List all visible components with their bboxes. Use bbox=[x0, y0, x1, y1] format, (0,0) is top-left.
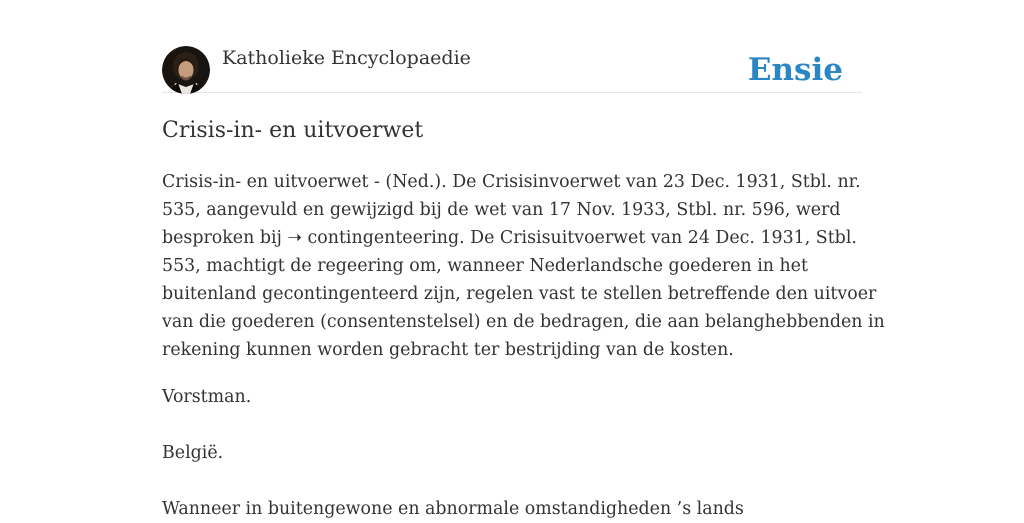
continued-paragraph-line: Wanneer in buitengewone en abnormale omstandigheden ’s lands bbox=[162, 499, 744, 519]
paragraph-line: buitenland gecontingenteerd zijn, regelen vast te stellen betreffende den uitvoer bbox=[162, 284, 877, 304]
article-body bbox=[162, 168, 885, 523]
section-country: België. bbox=[162, 443, 224, 463]
paragraph-line: 535, aangevuld en gewijzigd bij de wet van 17 Nov. 1933, Stbl. nr. 596, werd bbox=[162, 200, 841, 220]
site-header bbox=[162, 0, 862, 93]
site-title[interactable]: Katholieke Encyclopaedie bbox=[222, 47, 471, 69]
paragraph-line: rekening kunnen worden gebracht ter bestrijding van de kosten. bbox=[162, 340, 734, 360]
paragraph-line: 553, machtigt de regeering om, wanneer Nederlandsche goederen in het bbox=[162, 256, 808, 276]
paragraph-line-with-link[interactable]: besproken bij ➝ contingenteering. De Crisisuitvoerwet van 24 Dec. 1931, Stbl. bbox=[162, 228, 857, 248]
article-title: Crisis-in- en uitvoerwet bbox=[162, 118, 424, 143]
ensie-logo[interactable]: Ensie bbox=[747, 52, 843, 88]
page bbox=[162, 0, 885, 519]
paragraph-line: van die goederen (consentenstelsel) en de bedragen, die aan belanghebbenden in bbox=[162, 312, 885, 332]
portrait-avatar-icon[interactable] bbox=[162, 46, 210, 94]
author-name: Vorstman. bbox=[162, 387, 252, 407]
paragraph-line: Crisis-in- en uitvoerwet - (Ned.). De Crisisinvoerwet van 23 Dec. 1931, Stbl. nr. bbox=[162, 172, 861, 192]
